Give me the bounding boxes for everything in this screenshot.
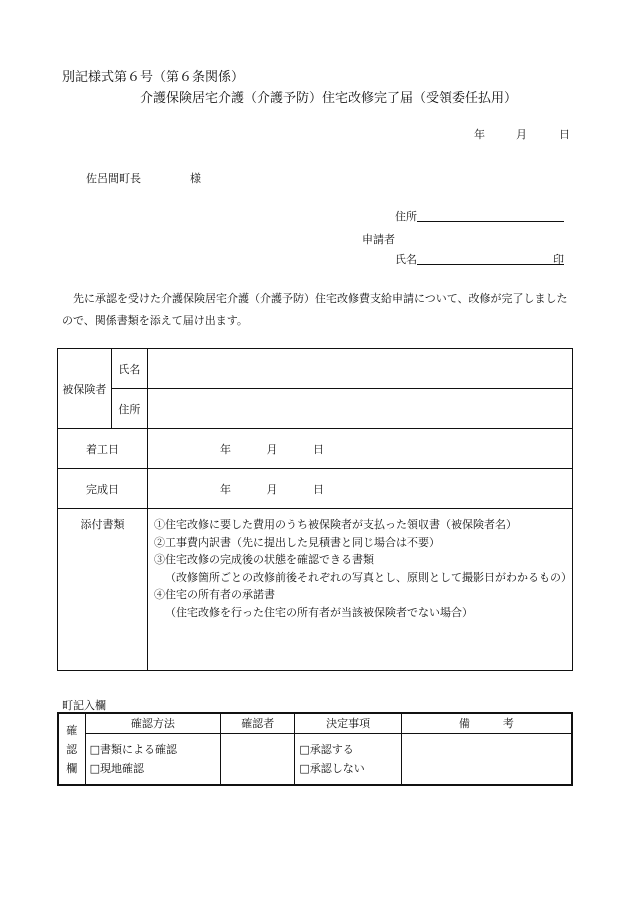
complete-year: 年 [219,482,231,496]
seal-mark: 印 [553,253,564,266]
addressee-honorific: 様 [190,172,201,185]
decision-header: 決定事項 [295,713,401,733]
applicant-address-label: 住所 [395,210,417,223]
start-date-field[interactable] [147,429,572,469]
office-vertical-label: 確 認 欄 [58,713,85,785]
office-section-label: 町記入欄 [62,699,106,712]
complete-day: 日 [312,482,324,496]
method-options [85,733,221,785]
method-option-onsite[interactable]: □現地確認 [89,761,144,775]
applicant-address-line[interactable] [417,221,564,222]
confirmer-field[interactable] [221,733,295,785]
insured-address-label: 住所 [111,389,147,429]
start-day: 日 [312,442,324,456]
form-number: 別記様式第６号（第６条関係） [62,70,245,85]
date-day-label: 日 [559,128,570,141]
body-text: 先に承認を受けた介護保険居宅介護（介護予防）住宅改修費支給申請について、改修が完了しましたので、関係書類を添えて届け出ます。 [62,292,568,327]
decision-option-reject[interactable]: □承認しない [299,761,365,775]
start-month: 月 [266,442,278,456]
date-month-label: 月 [516,128,527,141]
insured-name-field[interactable] [147,349,572,389]
attachments-list [147,509,572,671]
applicant-label: 申請者 [362,233,395,246]
addressee-mayor: 佐呂間町長 [86,172,141,185]
attachment-item: ③住宅改修の完成後の状態を確認できる書類 [153,553,374,566]
method-header: 確認方法 [85,713,221,733]
decision-option-approve[interactable]: □承認する [299,742,354,756]
insured-address-field[interactable] [147,389,572,429]
start-year: 年 [219,442,231,456]
insured-label: 被保険者 [58,349,112,429]
completion-table [57,348,573,671]
applicant-name-label: 氏名 [395,253,417,266]
office-table [57,712,573,786]
start-date-label: 着工日 [58,429,148,469]
confirmer-header: 確認者 [221,713,295,733]
complete-month: 月 [266,482,278,496]
notes-field[interactable] [401,733,572,785]
applicant-name-line[interactable] [417,264,564,265]
notes-header: 備 考 [401,713,572,733]
attachment-note: （改修箇所ごとの改修前後それぞれの写真とし、原則として撮影日がわかるもの） [164,570,572,584]
attachment-note: （住宅改修を行った住宅の所有者が当該被保険者でない場合） [164,605,473,619]
attachment-item: ④住宅の所有者の承諾書 [153,588,275,601]
decision-options [295,733,401,785]
attachment-item: ②工事費内訳書（先に提出した見積書と同じ場合は不要） [153,535,440,549]
date-year-label: 年 [474,128,485,141]
insured-name-label: 氏名 [111,349,147,389]
form-title: 介護保険居宅介護（介護予防）住宅改修完了届（受領委任払用） [140,91,518,106]
complete-date-label: 完成日 [58,469,148,509]
attachments-label: 添付書類 [58,509,148,671]
complete-date-field[interactable] [147,469,572,509]
method-option-documents[interactable]: □書類による確認 [89,742,177,756]
attachment-item: ①住宅改修に要した費用のうち被保険者が支払った領収書（被保険者名） [153,518,517,531]
